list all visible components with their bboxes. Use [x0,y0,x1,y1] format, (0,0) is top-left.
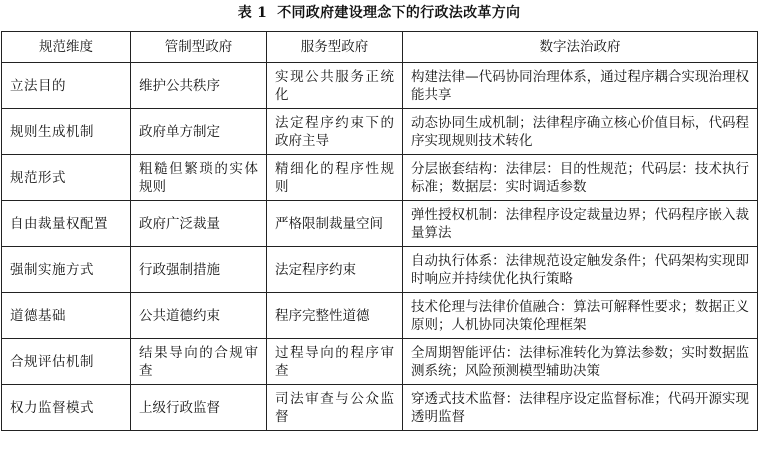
cell-service: 严格限制裁量空间 [267,201,403,247]
cell-digital: 全周期智能评估：法律标准转化为算法参数；实时数据监测系统；风险预测模型辅助决策 [403,339,758,385]
table-row [2,109,758,155]
cell-digital: 分层嵌套结构：法律层：目的性规范；代码层：技术执行标准；数据层：实时调适参数 [403,155,758,201]
cell-dimension: 规范形式 [2,155,131,201]
cell-dimension: 立法目的 [2,63,131,109]
table-row [2,293,758,339]
cell-regulatory: 上级行政监督 [131,385,267,431]
cell-dimension: 强制实施方式 [2,247,131,293]
header-service-government: 服务型政府 [267,32,403,63]
cell-digital: 自动执行体系：法律规范设定触发条件；代码架构实现即时响应并持续优化执行策略 [403,247,758,293]
header-dimension: 规范维度 [2,32,131,63]
cell-regulatory: 政府单方制定 [131,109,267,155]
cell-digital: 弹性授权机制：法律程序设定裁量边界；代码程序嵌入裁量算法 [403,201,758,247]
table-row [2,201,758,247]
cell-digital: 动态协同生成机制；法律程序确立核心价值目标，代码程序实现规则技术转化 [403,109,758,155]
header-digital-rule-of-law-government: 数字法治政府 [403,32,758,63]
header-regulatory-government: 管制型政府 [131,32,267,63]
cell-service: 法定程序约束 [267,247,403,293]
comparison-table [1,31,758,431]
table-caption [0,3,758,23]
table-header-row [2,32,758,63]
cell-service: 法定程序约束下的政府主导 [267,109,403,155]
cell-regulatory: 粗糙但繁琐的实体规则 [131,155,267,201]
cell-regulatory: 行政强制措施 [131,247,267,293]
table-row [2,385,758,431]
cell-dimension: 规则生成机制 [2,109,131,155]
cell-service: 程序完整性道德 [267,293,403,339]
cell-digital: 构建法律—代码协同治理体系，通过程序耦合实现治理权能共享 [403,63,758,109]
table-number: 表 1 [237,5,268,21]
cell-dimension: 道德基础 [2,293,131,339]
cell-regulatory: 公共道德约束 [131,293,267,339]
cell-dimension: 合规评估机制 [2,339,131,385]
cell-dimension: 自由裁量权配置 [2,201,131,247]
table-row [2,339,758,385]
cell-digital: 技术伦理与法律价值融合：算法可解释性要求；数据正义原则；人机协同决策伦理框架 [403,293,758,339]
cell-regulatory: 结果导向的合规审查 [131,339,267,385]
table-row [2,247,758,293]
cell-service: 过程导向的程序审查 [267,339,403,385]
cell-service: 司法审查与公众监督 [267,385,403,431]
cell-service: 精细化的程序性规则 [267,155,403,201]
cell-dimension: 权力监督模式 [2,385,131,431]
cell-regulatory: 政府广泛裁量 [131,201,267,247]
table-title: 不同政府建设理念下的行政法改革方向 [277,5,521,21]
table-row [2,63,758,109]
cell-digital: 穿透式技术监督：法律程序设定监督标准；代码开源实现透明监督 [403,385,758,431]
table-row [2,155,758,201]
cell-service: 实现公共服务正统化 [267,63,403,109]
cell-regulatory: 维护公共秩序 [131,63,267,109]
